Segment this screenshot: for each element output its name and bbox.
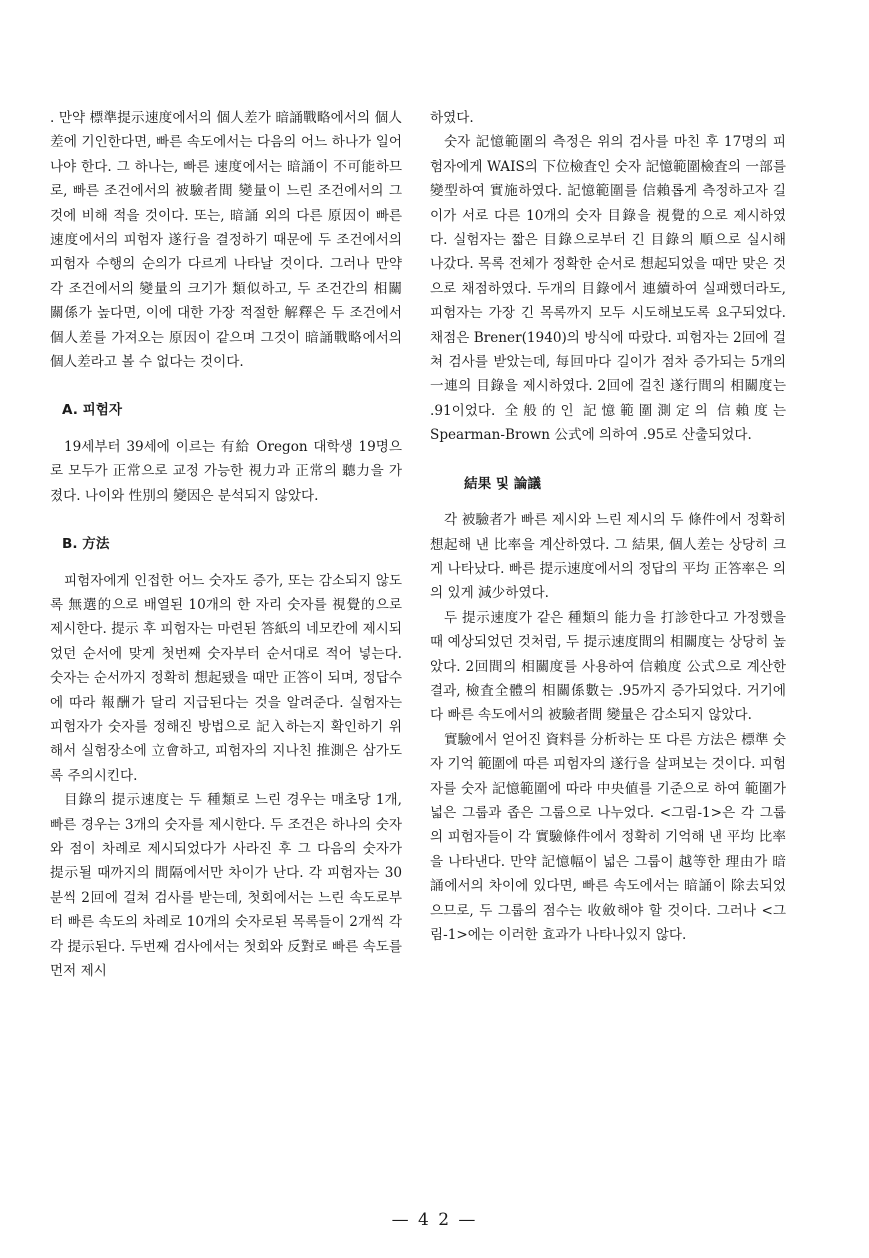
results-paragraph-3: 實驗에서 얻어진 資料를 分析하는 또 다른 方法은 標準 숫자 기억 範圍에 따른 피험자의 遂行을 살펴보는 것이다. 피험자를 숫자 記憶範圍에 따라 中央値를 기준으로 하여 範圍가 넓은 그룹과 좁은 그룹으로 나누었다. <그림-1>은 각 그룹의 피험자들이 각 實驗條件에서 정확히 기억해 낸 平均 比率을 나타낸다. 만약 記憶幅이 넓은 그룹이 越等한 理由가 暗誦에서의 차이에 있다면, 빠른 속도에서는 暗誦이 除去되었으므로, 두 그룹의 점수는 收斂해야 할 것이다. 그러나 <그림-1>에는 이러한 효과가 나타나있지 않다. <box>430 731 786 943</box>
section-a-text: 19세부터 39세에 이르는 有給 Oregon 대학생 19명으로 모두가 正常으로 교정 가능한 視力과 正常의 聽力을 가졌다. 나이와 性別의 變因은 분석되지 않았다. <box>50 438 402 504</box>
results-paragraph-2: 두 提示速度가 같은 種類의 能力을 打診한다고 가정했을 때 예상되었던 것처럼, 두 提示速度間의 相關度는 상당히 높았다. 2回間의 相關度를 사용하여 信賴度 公式으로 계산한 결과, 檢査全體의 相關係數는 .95까지 증가되었다. 거기에다 빠른 속도에서의 被驗者間 變量은 감소되지 않았다. <box>430 609 786 724</box>
section-b-heading: B. 方法 <box>62 536 110 553</box>
intro-paragraph: . 만약 標準提示速度에서의 個人差가 暗誦戰略에서의 個人差에 기인한다면, 빠른 속도에서는 다음의 어느 하나가 일어나야 한다. 그 하나는, 빠른 速度에서는 暗誦이 不可能하므로, 빠른 조건에서의 被驗者間 變量이 느린 조건에서의 그것에 비해 적을 것이다. 또는, 暗誦 외의 다른 原因이 빠른 速度에서의 피험자 遂行을 결정하기 때문에 두 조건에서의 피험자 수행의 순의가 다르게 나타날 것이다. 그러나 만약 각 조건에서의 變量의 크기가 類似하고, 두 조건간의 相關關係가 높다면, 이에 대한 가장 적절한 解釋은 두 조건에서 個人差를 가져오는 原因이 같으며 그것이 暗誦戰略에서의 個人差라고 볼 수 없다는 것이다. <box>50 110 402 371</box>
section-b-paragraph-1: 피험자에게 인접한 어느 숫자도 증가, 또는 감소되지 않도록 無選的으로 배열된 10개의 한 자리 숫자를 視覺的으로 제시한다. 提示 후 피험자는 마련된 答紙의 네모칸에 제시되었던 순서에 맞게 첫번째 숫자부터 순서대로 적어 넣는다. 숫자는 순서까지 정확히 想起됐을 때만 正答이 되며, 정답수에 따라 報酬가 달리 지급된다는 것을 알려준다. 실험자는 피험자가 숫자를 정해진 방법으로 記入하는지 확인하기 위해서 실험장소에 立會하고, 피험자의 지나친 推測은 삼가도록 주의시킨다. <box>50 572 402 784</box>
results-heading: 結果 및 論議 <box>464 475 541 492</box>
right-column <box>430 106 786 947</box>
section-a-heading: A. 피험자 <box>62 402 123 419</box>
memory-span-paragraph: 숫자 記憶範圍의 측정은 위의 검사를 마친 후 17명의 피험자에게 WAIS의 下位檢査인 숫자 記憶範圍檢査의 一部를 變型하여 實施하였다. 記憶範圍를 信賴롭게 측정하고자 길이가 서로 다른 10개의 숫자 目錄을 視覺的으로 제시하였다. 실험자는 짧은 目錄으로부터 긴 目錄의 順으로 실시해 나갔다. 목록 전체가 정확한 순서로 想起되었을 때만 맞은 것으로 채점하였다. 두개의 目錄에서 連續하여 실패했더라도, 피험자는 가장 긴 목록까지 모두 시도해보도록 요구되었다. 채점은 Brener(1940)의 방식에 따랐다. 피험자는 2回에 걸쳐 검사를 받았는데, 每回마다 길이가 점차 증가되는 5개의 一連의 目錄을 제시하였다. 2回에 걸친 遂行間의 相關度는 .91이었다. 全般的인 記憶範圍測定의 信賴度는 Spearman-Brown 公式에 의하여 .95로 산출되었다. <box>430 134 786 444</box>
page-number: — 4 2 — <box>391 1210 478 1230</box>
continued-text: 하였다. <box>430 110 474 126</box>
section-b-paragraph-2: 目錄의 提示速度는 두 種類로 느린 경우는 매초당 1개, 빠른 경우는 3개의 숫자를 제시한다. 두 조건은 하나의 숫자와 점이 차례로 제시되었다가 사라진 후 그 다음의 숫자가 提示될 때까지의 間隔에서만 차이가 난다. 각 피험자는 30분씩 2回에 걸쳐 검사를 받는데, 첫회에서는 느린 속도로부터 빠른 속도의 차례로 10개의 숫자로된 목록들이 2개씩 각각 提示된다. 두번째 검사에서는 첫회와 反對로 빠른 속도를 먼저 제시 <box>50 792 402 979</box>
left-column <box>50 106 402 983</box>
results-paragraph-1: 각 被驗者가 빠른 제시와 느린 제시의 두 條件에서 정확히 想起해 낸 比率을 계산하였다. 그 結果, 個人差는 상당히 크게 나타났다. 빠른 提示速度에서의 정답의 平均 正答率은 의의 있게 減少하였다. <box>430 512 786 602</box>
